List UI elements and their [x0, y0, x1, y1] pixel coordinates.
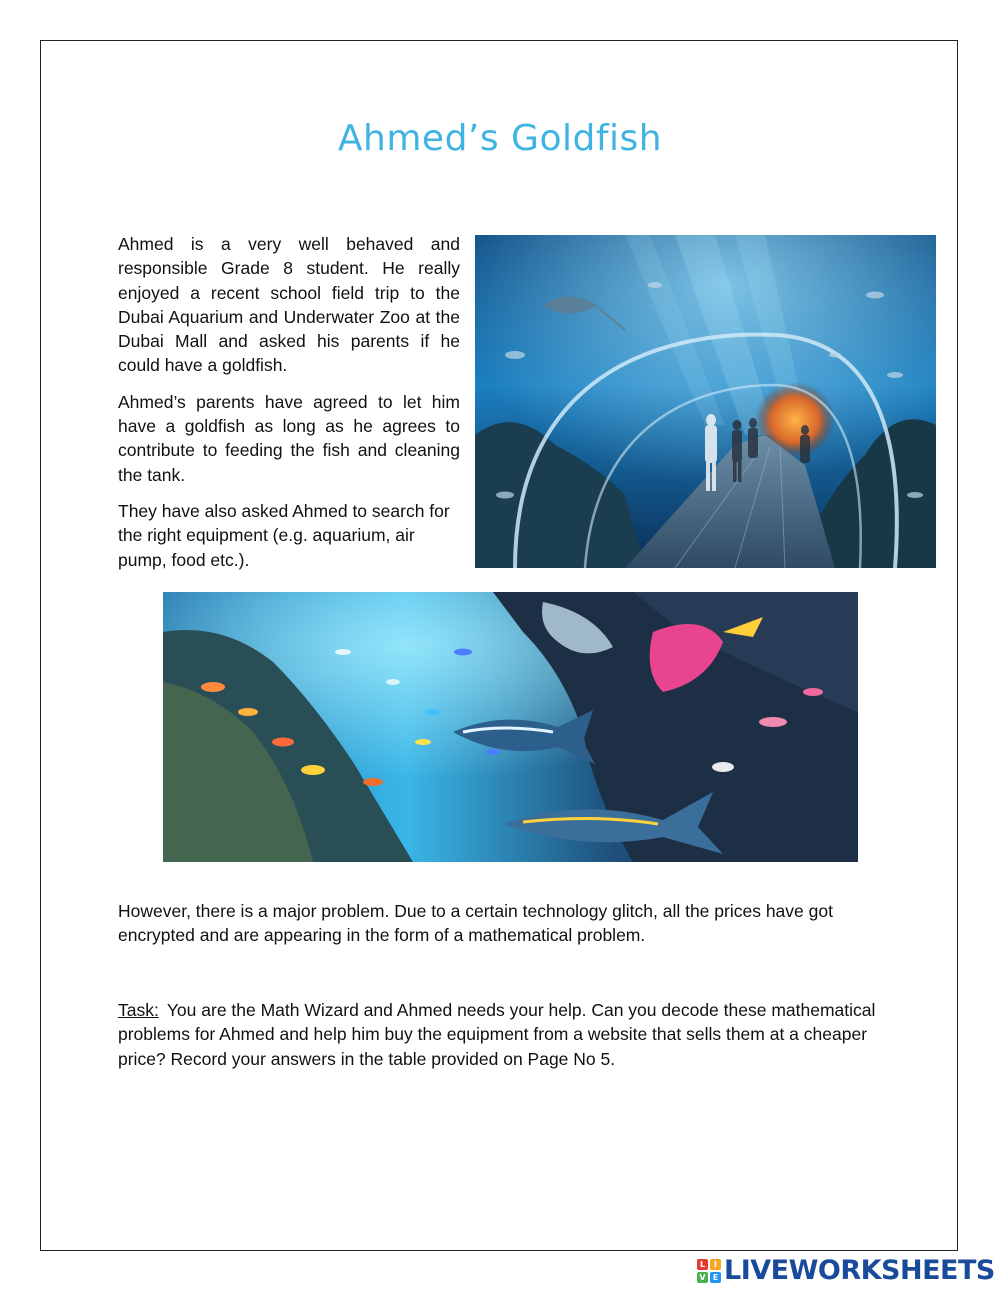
task-label: Task: [118, 1000, 159, 1020]
liveworksheets-logo-icon [697, 1259, 721, 1283]
intro-paragraph-1: Ahmed is a very well behaved and responsible Grade 8 student. He really enjoyed a recent school field trip to the Dubai Aquarium and Underwater Zoo at the Dubai Mall and asked his parents if he could have a goldfish. [118, 234, 460, 376]
intro-text-column [118, 232, 460, 584]
intro-paragraph-3: They have also asked Ahmed to search for the right equipment (e.g. aquarium, air pump, food etc.). [118, 500, 450, 570]
aquarium-tunnel-photo [475, 235, 936, 568]
liveworksheets-brand[interactable] [697, 1256, 995, 1286]
logo-letter-e: E [710, 1272, 721, 1283]
logo-letter-v: V [697, 1272, 708, 1283]
intro-paragraph-2: Ahmed’s parents have agreed to let him have a goldfish as long as he agrees to contribute to feeding the fish and cleaning the tank. [118, 391, 460, 485]
logo-letter-i: I [710, 1259, 721, 1270]
problem-paragraph: However, there is a major problem. Due to a certain technology glitch, all the prices have got encrypted and are appearing in the form of a mathematical problem. [118, 901, 833, 946]
task-text: You are the Math Wizard and Ahmed needs your help. Can you decode these mathematical problems for Ahmed and help him buy the equipment from a website that sells them at a cheaper price? Record your answers in the table provided on Page No 5. [118, 1000, 876, 1069]
page-title: Ahmed’s Goldfish [337, 118, 663, 159]
coral-reef-fish-photo [163, 592, 858, 862]
brand-name: LIVEWORKSHEETS [724, 1255, 995, 1286]
logo-letter-l: L [697, 1259, 708, 1270]
task-paragraph [118, 998, 878, 1071]
